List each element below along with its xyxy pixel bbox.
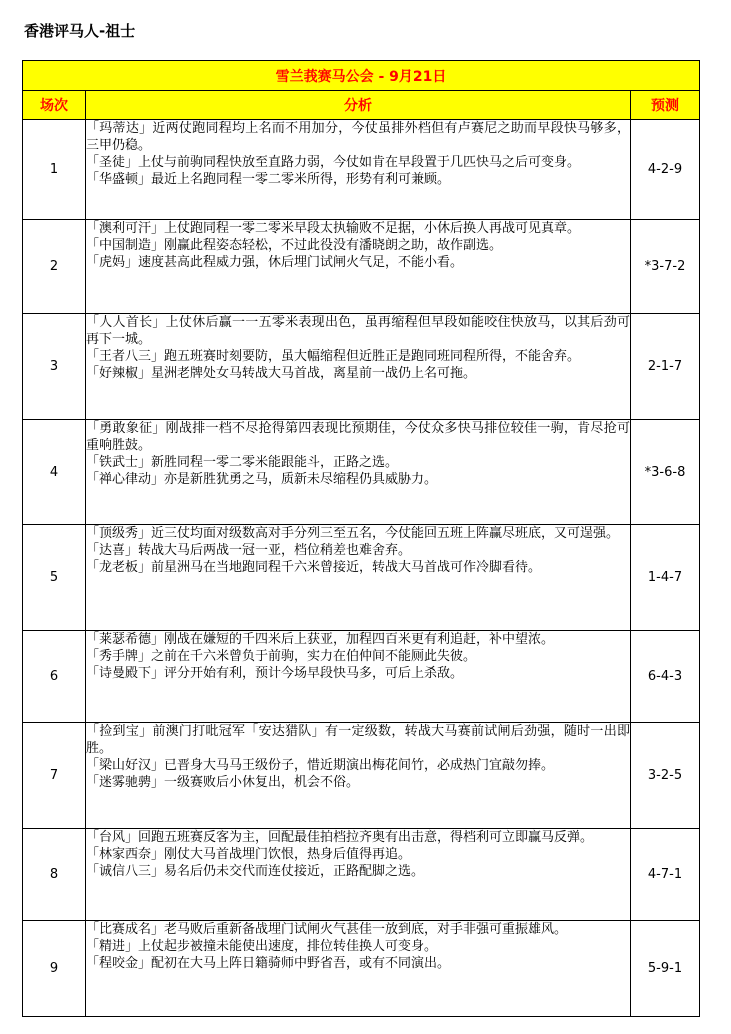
analysis-line: 「顶级秀」近三仗均面对级数高对手分列三至五名，今仗能回五班上阵赢尽班底，又可逞强。 [86,526,620,541]
analysis-line: 「王者八三」跑五班赛时刻要防，虽大幅缩程但近胜正是跑同班同程所得，不能舍弃。 [86,349,581,364]
analysis-line: 「台风」回跑五班赛反客为主，回配最佳拍档拉齐奥有出击意，得档利可立即赢马反弹。 [86,830,594,845]
analysis-line: 「华盛顿」最近上名跑同程一零二零米所得，形势有利可兼顾。 [86,172,451,187]
table-title: 雪兰莪赛马公会 - 9月21日 [23,61,700,91]
table-title-row [23,61,700,91]
table-row [23,525,700,631]
race-analysis-table [22,60,700,1017]
prediction: *3-7-2 [631,220,700,314]
prediction: 2-1-7 [631,314,700,420]
header-analysis: 分析 [86,91,631,120]
analysis-line: 「迷雾驰骋」一级赛败后小休复出，机会不俗。 [86,775,360,790]
race-number: 9 [23,921,86,1017]
table-row [23,120,700,220]
analysis-cell [86,631,631,723]
page-title: 香港评马人-祖士 [24,22,136,40]
analysis-line: 「梁山好汉」已晋身大马马王级份子，惜近期演出梅花间竹，必成热门宜敲勿捧。 [86,758,555,773]
analysis-line: 「好辣椒」星洲老牌处女马转战大马首战，离星前一战仍上名可拖。 [86,366,477,381]
table-row [23,631,700,723]
analysis-line: 「澳利可汗」上仗跑同程一零二零米早段太执输败不足据，小休后换人再战可见真章。 [86,221,581,236]
analysis-line: 「勇敢象征」刚战排一档不尽抢得第四表现比预期佳，今仗众多快马排位较佳一驹，肯尽抢可重响胜鼓。 [86,421,630,453]
analysis-cell [86,314,631,420]
analysis-line: 「龙老板」前星洲马在当地跑同程千六米曾接近，转战大马首战可作冷脚看待。 [86,560,542,575]
table-row [23,220,700,314]
analysis-cell [86,829,631,921]
race-number: 8 [23,829,86,921]
analysis-line: 「捡到宝」前澳门打吡冠军「安达猎队」有一定级数，转战大马赛前试闸后劲强，随时一出即胜。 [86,724,630,756]
analysis-line: 「莱瑟希德」刚战在嫌短的千四米后上获亚，加程四百米更有利追赶，补中望浓。 [86,632,555,647]
race-number: 4 [23,420,86,525]
analysis-line: 「比赛成名」老马败后重新备战埋门试闸火气甚佳一放到底，对手非强可重振雄风。 [86,922,568,937]
race-number: 7 [23,723,86,829]
race-number: 2 [23,220,86,314]
table-row [23,723,700,829]
analysis-line: 「虎妈」速度甚高此程威力强，休后埋门试闸火气足，不能小看。 [86,255,464,270]
race-number: 6 [23,631,86,723]
table-row [23,921,700,1017]
analysis-cell [86,120,631,220]
analysis-line: 「林家西奈」刚仗大马首战埋门饮恨，热身后值得再追。 [86,847,412,862]
prediction: 3-2-5 [631,723,700,829]
analysis-line: 「人人首长」上仗休后赢一一五零米表现出色，虽再缩程但早段如能咬住快放马，以其后劲可再下一城。 [86,315,630,347]
analysis-line: 「诚信八三」易名后仍未交代而连仗接近，正路配脚之选。 [86,864,425,879]
analysis-cell [86,525,631,631]
analysis-line: 「程咬金」配初在大马上阵日籍骑师中野省吾，或有不同演出。 [86,956,451,971]
analysis-line: 「达喜」转战大马后两战一冠一亚，档位稍差也难舍弃。 [86,543,412,558]
table-header-row [23,91,700,120]
table-row [23,829,700,921]
prediction: 4-7-1 [631,829,700,921]
analysis-line: 「诗曼殿下」评分开始有利，预计今场早段快马多，可后上杀敌。 [86,666,464,681]
analysis-line: 「精进」上仗起步被撞未能使出速度，排位转佳换人可变身。 [86,939,438,954]
prediction: 5-9-1 [631,921,700,1017]
prediction: 6-4-3 [631,631,700,723]
prediction: 1-4-7 [631,525,700,631]
analysis-line: 「圣徒」上仗与前驹同程快放至直路力弱，今仗如肯在早段置于几匹快马之后可变身。 [86,155,581,170]
race-number: 5 [23,525,86,631]
header-prediction: 预测 [631,91,700,120]
analysis-line: 「禅心律动」亦是新胜犹勇之马，质新未尽缩程仍具威胁力。 [86,472,438,487]
table-row [23,420,700,525]
analysis-cell [86,220,631,314]
table-row [23,314,700,420]
analysis-cell [86,921,631,1017]
header-race: 场次 [23,91,86,120]
analysis-line: 「秀手牌」之前在千六米曾负于前驹，实力在伯仲间不能厕此失彼。 [86,649,477,664]
prediction: 4-2-9 [631,120,700,220]
analysis-line: 「铁武士」新胜同程一零二零米能跟能斗，正路之选。 [86,455,399,470]
analysis-line: 「玛蒂达」近两仗跑同程均上名而不用加分，今仗虽排外档但有卢赛尼之助而早段快马够多，三甲仍稳。 [86,121,630,153]
prediction: *3-6-8 [631,420,700,525]
analysis-cell [86,420,631,525]
race-number: 3 [23,314,86,420]
race-number: 1 [23,120,86,220]
analysis-cell [86,723,631,829]
analysis-line: 「中国制造」刚赢此程姿态轻松，不过此役没有潘晓朗之助，故作副选。 [86,238,503,253]
